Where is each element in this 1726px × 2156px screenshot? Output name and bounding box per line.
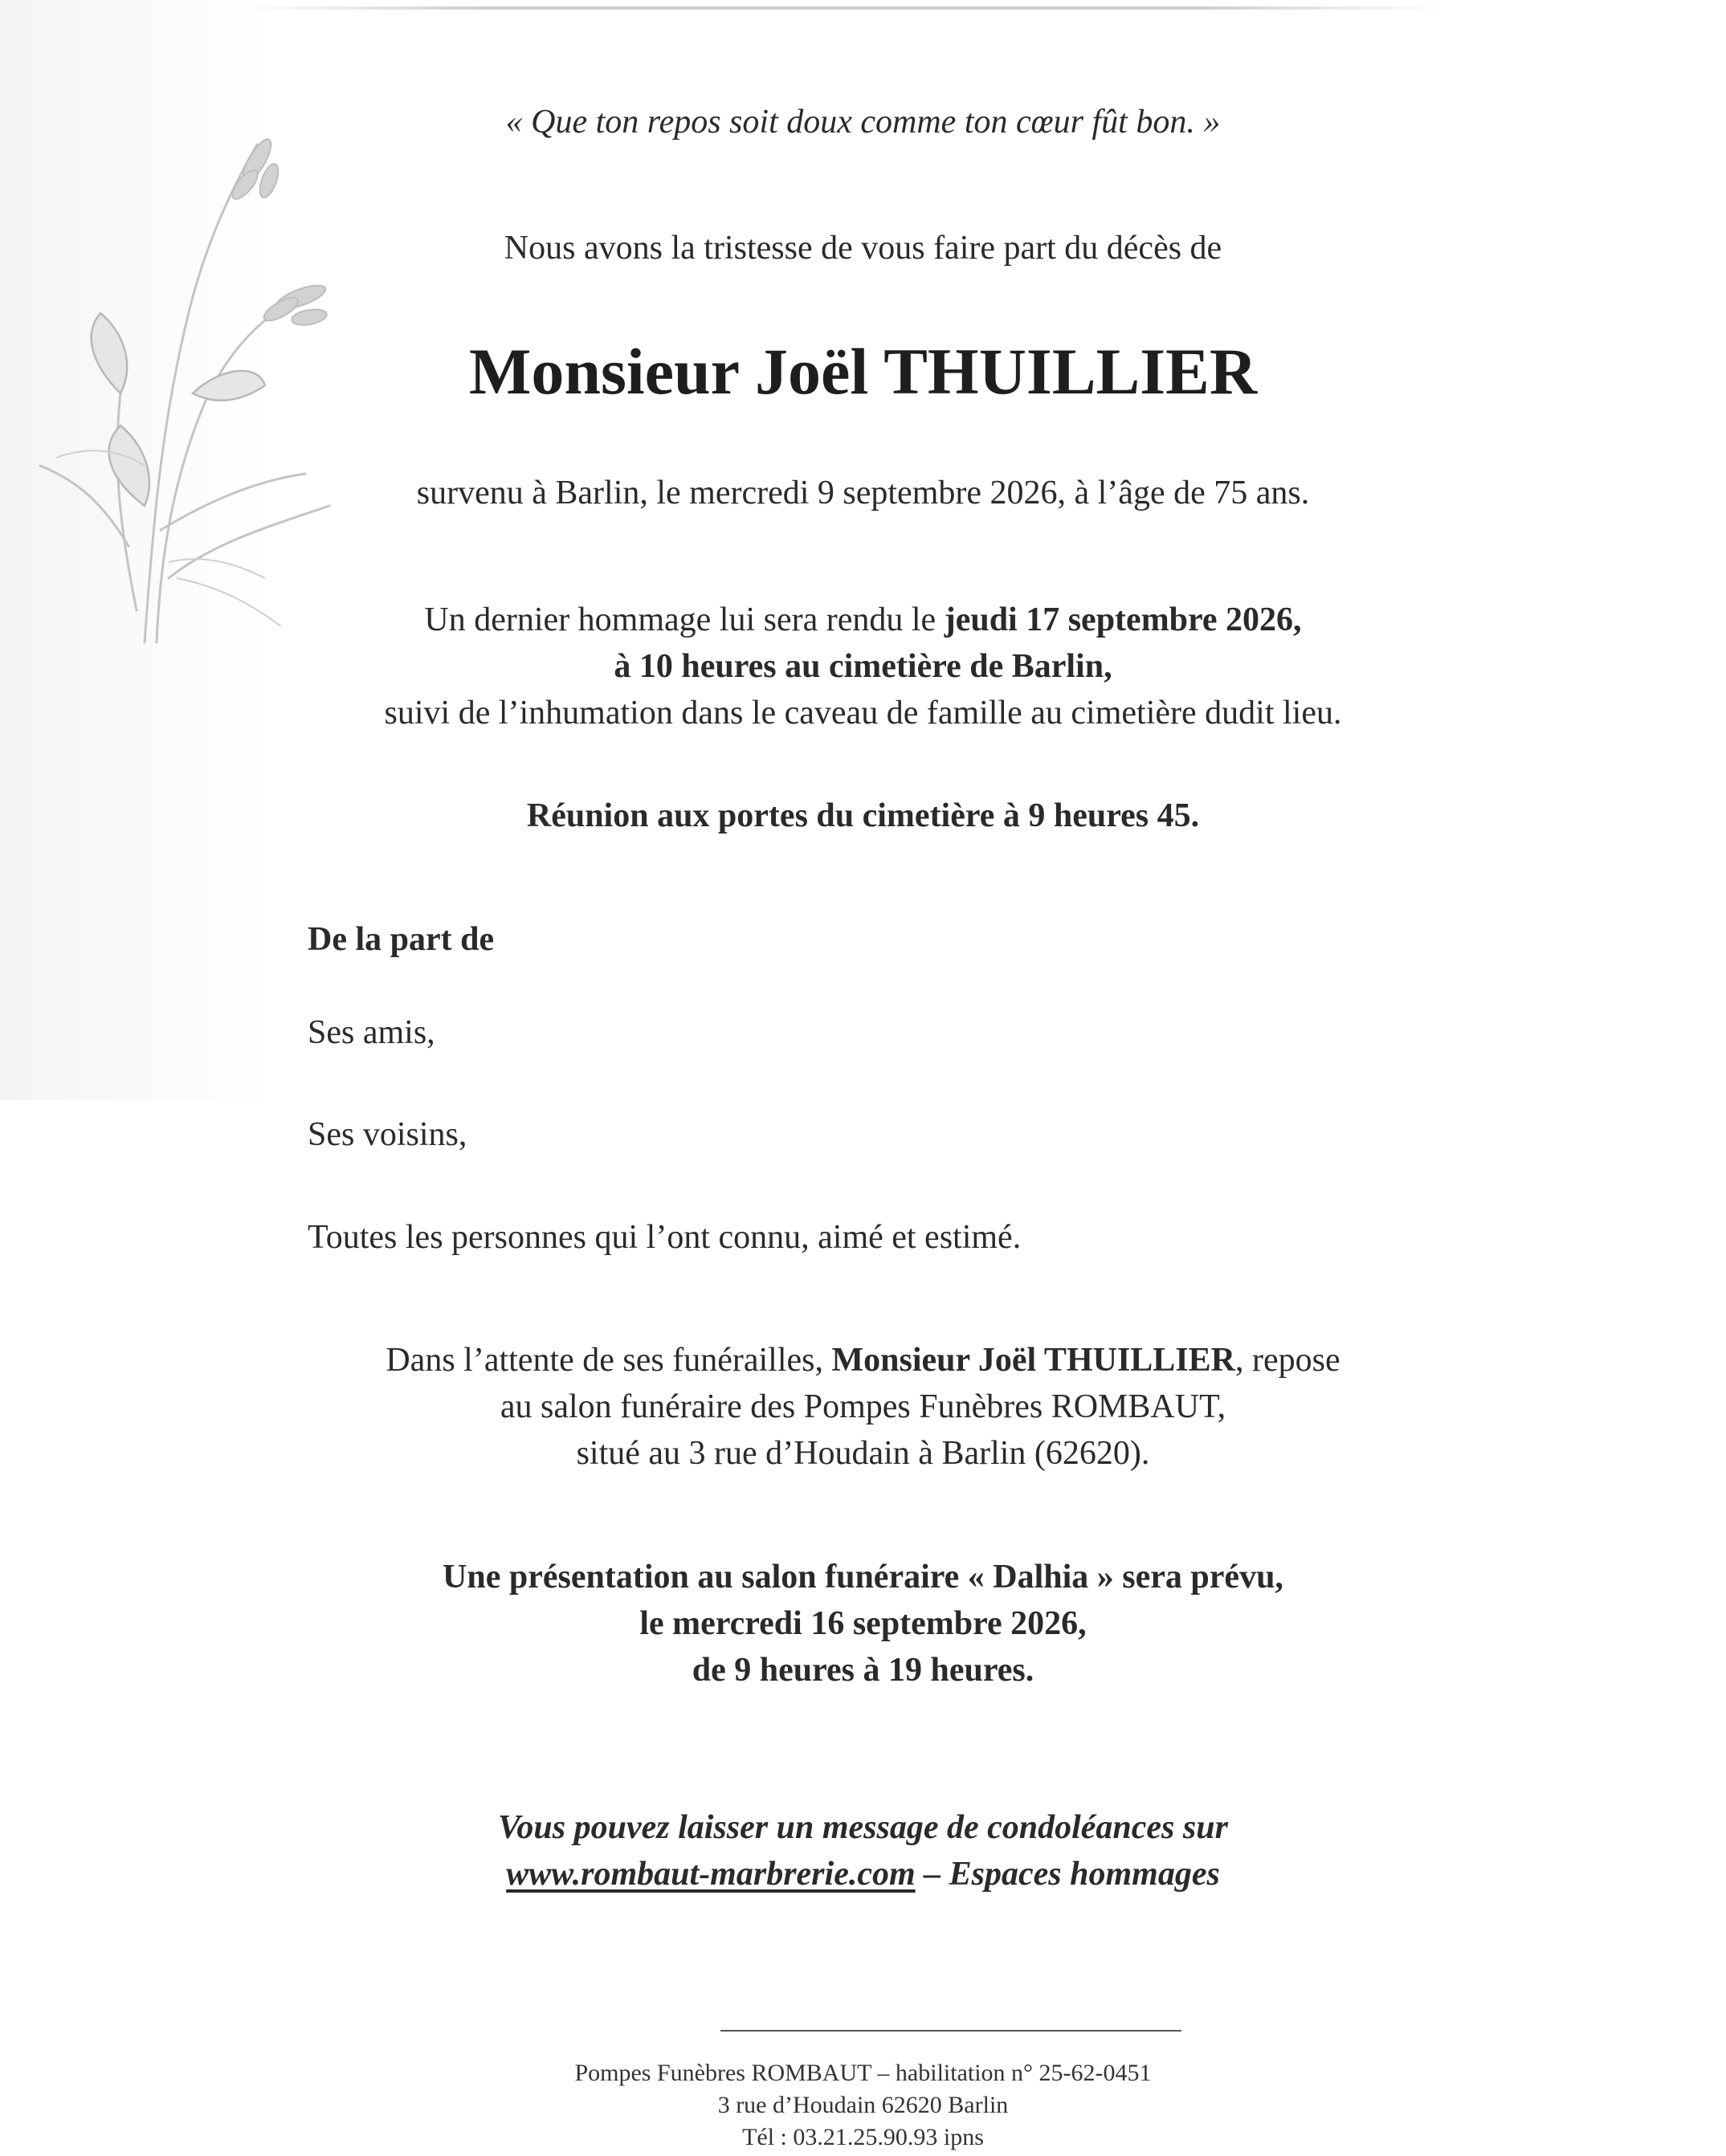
footer-divider bbox=[720, 2030, 1181, 2032]
rest-line-2: au salon funéraire des Pompes Funèbres ROMBAUT, bbox=[500, 1388, 1226, 1425]
ceremony-date: jeudi 17 septembre 2026, bbox=[944, 601, 1302, 638]
from-item-all-people: Toutes les personnes qui l’ont connu, aimé et estimé. bbox=[308, 1219, 1022, 1256]
footer-phone-line: Tél : 03.21.25.90.93 ipns bbox=[742, 2124, 984, 2150]
from-heading: De la part de bbox=[308, 921, 495, 958]
rest-line-3: situé au 3 rue d’Houdain à Barlin (62620). bbox=[576, 1435, 1150, 1472]
presentation-line-2: le mercredi 16 septembre 2026, bbox=[639, 1605, 1087, 1642]
ceremony-line-1 bbox=[0, 599, 1726, 641]
ceremony-line-3: suivi de l’inhumation dans le caveau de famille au cimetière dudit lieu. bbox=[384, 695, 1342, 732]
deceased-name-heading: Monsieur Joël THUILLIER bbox=[468, 335, 1258, 408]
from-item-neighbors: Ses voisins, bbox=[308, 1116, 467, 1153]
meeting-line: Réunion aux portes du cimetière à 9 heures 45. bbox=[526, 797, 1200, 834]
from-item-friends: Ses amis, bbox=[308, 1014, 435, 1051]
rest-line-1 bbox=[0, 1339, 1726, 1381]
presentation-line-1: Une présentation au salon funéraire « Dalhia » sera prévu, bbox=[443, 1559, 1283, 1596]
rest-line-1-name: Monsieur Joël THUILLIER bbox=[831, 1342, 1236, 1379]
footer-address-line: 3 rue d’Houdain 62620 Barlin bbox=[717, 2092, 1009, 2118]
rest-line-1-pre: Dans l’attente de ses funérailles, bbox=[386, 1342, 832, 1379]
top-scan-line bbox=[241, 6, 1446, 10]
footer-company-line: Pompes Funèbres ROMBAUT – habilitation n° 25-62-0451 bbox=[574, 2060, 1152, 2086]
condolences-line-1: Vous pouvez laisser un message de condoléances sur bbox=[498, 1809, 1228, 1846]
intro-line: Nous avons la tristesse de vous faire part du décès de bbox=[504, 230, 1222, 267]
condolences-website-link[interactable]: www.rombaut-marbrerie.com bbox=[506, 1856, 916, 1893]
ceremony-line-2: à 10 heures au cimetière de Barlin, bbox=[614, 648, 1112, 685]
death-announcement-line: survenu à Barlin, le mercredi 9 septembre 2026, à l’âge de 75 ans. bbox=[416, 475, 1310, 511]
ceremony-line-1-text: Un dernier hommage lui sera rendu le bbox=[424, 601, 945, 638]
presentation-line-3: de 9 heures à 19 heures. bbox=[692, 1652, 1034, 1689]
quote-line: « Que ton repos soit doux comme ton cœur fût bon. » bbox=[505, 104, 1221, 141]
condolences-line-2 bbox=[0, 1853, 1726, 1895]
rest-line-1-post: , repose bbox=[1235, 1342, 1340, 1379]
condolences-line-2-post: – Espaces hommages bbox=[915, 1856, 1220, 1893]
